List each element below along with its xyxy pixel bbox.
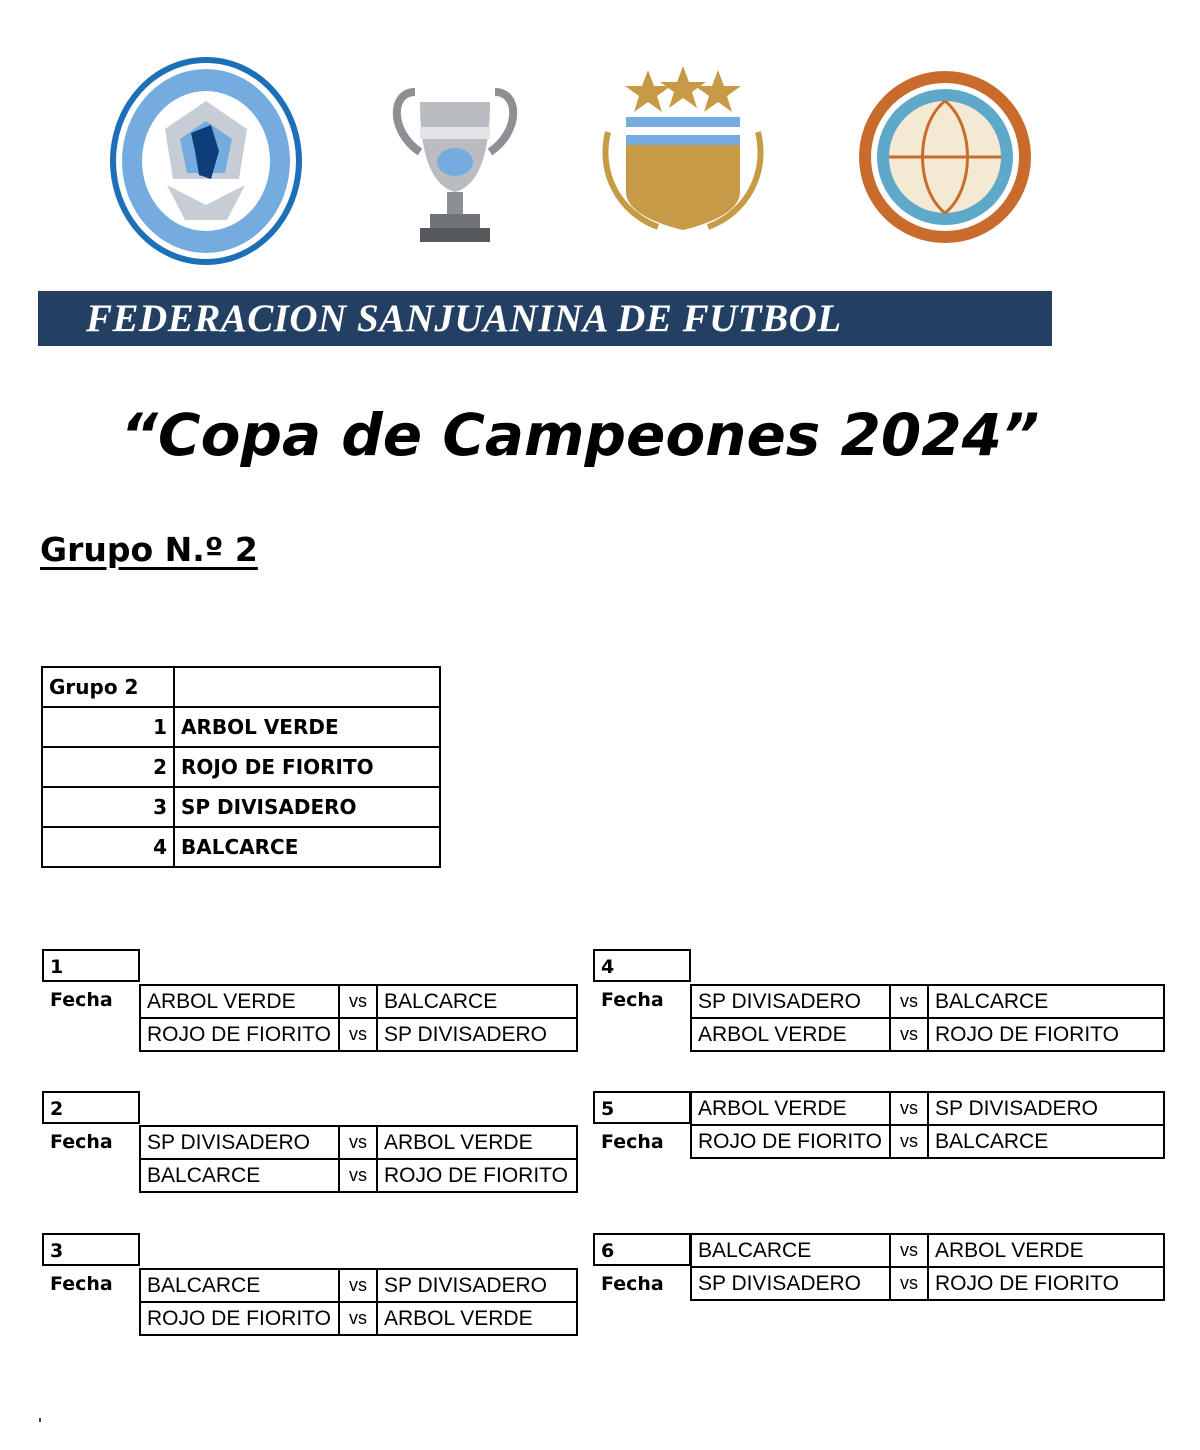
- away-team: BALCARCE: [928, 1125, 1164, 1158]
- match-row: [140, 1126, 577, 1159]
- away-team: ARBOL VERDE: [377, 1302, 577, 1335]
- away-team: ROJO DE FIORITO: [377, 1159, 577, 1192]
- match-row: [691, 985, 1164, 1018]
- table-row: [42, 707, 440, 747]
- home-team: SP DIVISADERO: [140, 1126, 339, 1159]
- group-table-header-row: [42, 667, 440, 707]
- match-row: [140, 1159, 577, 1192]
- fecha-3-label: 3 Fecha: [42, 1233, 140, 1266]
- group-table-header-empty: [174, 667, 440, 707]
- fecha-4-label: 4 Fecha: [593, 949, 691, 982]
- vs-label: vs: [890, 1234, 928, 1267]
- home-team: ROJO DE FIORITO: [140, 1302, 339, 1335]
- away-team: ARBOL VERDE: [377, 1126, 577, 1159]
- fecha-5-matches: [690, 1091, 1165, 1159]
- stray-mark: [39, 1418, 41, 1422]
- match-row: [691, 1267, 1164, 1300]
- home-team: BALCARCE: [140, 1159, 339, 1192]
- home-team: SP DIVISADERO: [691, 985, 890, 1018]
- team-number: 2: [42, 747, 174, 787]
- away-team: BALCARCE: [377, 985, 577, 1018]
- match-row: [140, 1269, 577, 1302]
- home-team: ROJO DE FIORITO: [140, 1018, 339, 1051]
- away-team: ROJO DE FIORITO: [928, 1267, 1164, 1300]
- home-team: ARBOL VERDE: [691, 1018, 890, 1051]
- home-team: ARBOL VERDE: [691, 1092, 890, 1125]
- divider: [139, 1125, 578, 1127]
- match-row: [691, 1092, 1164, 1125]
- vs-label: vs: [339, 1269, 377, 1302]
- away-team: ROJO DE FIORITO: [928, 1018, 1164, 1051]
- team-number: 1: [42, 707, 174, 747]
- fecha-4-matches: [690, 984, 1165, 1052]
- vs-label: vs: [339, 1126, 377, 1159]
- vs-label: vs: [339, 985, 377, 1018]
- vs-label: vs: [890, 985, 928, 1018]
- team-name: SP DIVISADERO: [174, 787, 440, 827]
- vs-label: vs: [890, 1092, 928, 1125]
- team-name: ARBOL VERDE: [174, 707, 440, 747]
- match-row: [140, 1018, 577, 1051]
- table-row: [42, 787, 440, 827]
- trophy-icon: [385, 82, 525, 252]
- vs-label: vs: [339, 1302, 377, 1335]
- fecha-1-matches: [139, 984, 578, 1052]
- group-heading: Grupo N.º 2: [40, 530, 258, 569]
- match-row: [691, 1125, 1164, 1158]
- team-name: ROJO DE FIORITO: [174, 747, 440, 787]
- divider: [139, 1268, 578, 1270]
- match-row: [691, 1018, 1164, 1051]
- fecha-6-label: 6 Fecha: [593, 1233, 691, 1266]
- page-title: “Copa de Campeones 2024”: [120, 401, 1040, 469]
- match-row: [140, 985, 577, 1018]
- federation-banner: [38, 291, 1052, 346]
- home-team: BALCARCE: [140, 1269, 339, 1302]
- team-number: 3: [42, 787, 174, 827]
- fecha-2-matches: [139, 1125, 578, 1193]
- match-row: [691, 1234, 1164, 1267]
- table-row: [42, 827, 440, 867]
- away-team: ARBOL VERDE: [928, 1234, 1164, 1267]
- home-team: BALCARCE: [691, 1234, 890, 1267]
- afa-crest-icon: [588, 62, 778, 237]
- match-row: [140, 1302, 577, 1335]
- team-number: 4: [42, 827, 174, 867]
- team-name: BALCARCE: [174, 827, 440, 867]
- vs-label: vs: [890, 1018, 928, 1051]
- fecha-6-matches: [690, 1233, 1165, 1301]
- banner-text: FEDERACION SANJUANINA DE FUTBOL: [86, 297, 842, 340]
- fecha-2-label: 2 Fecha: [42, 1091, 140, 1124]
- fecha-5-label: 5 Fecha: [593, 1091, 691, 1124]
- group-table-header: Grupo 2: [42, 667, 174, 707]
- table-row: [42, 747, 440, 787]
- fecha-1-label: 1 Fecha: [42, 949, 140, 982]
- fsf-crest-icon: [107, 55, 305, 267]
- away-team: SP DIVISADERO: [377, 1269, 577, 1302]
- divider: [139, 984, 578, 986]
- vs-label: vs: [890, 1267, 928, 1300]
- vs-label: vs: [339, 1018, 377, 1051]
- home-team: SP DIVISADERO: [691, 1267, 890, 1300]
- away-team: SP DIVISADERO: [377, 1018, 577, 1051]
- group-table: [41, 666, 441, 868]
- away-team: SP DIVISADERO: [928, 1092, 1164, 1125]
- away-team: BALCARCE: [928, 985, 1164, 1018]
- home-team: ARBOL VERDE: [140, 985, 339, 1018]
- home-team: ROJO DE FIORITO: [691, 1125, 890, 1158]
- cffa-crest-icon: [855, 65, 1035, 250]
- vs-label: vs: [339, 1159, 377, 1192]
- vs-label: vs: [890, 1125, 928, 1158]
- fecha-3-matches: [139, 1268, 578, 1336]
